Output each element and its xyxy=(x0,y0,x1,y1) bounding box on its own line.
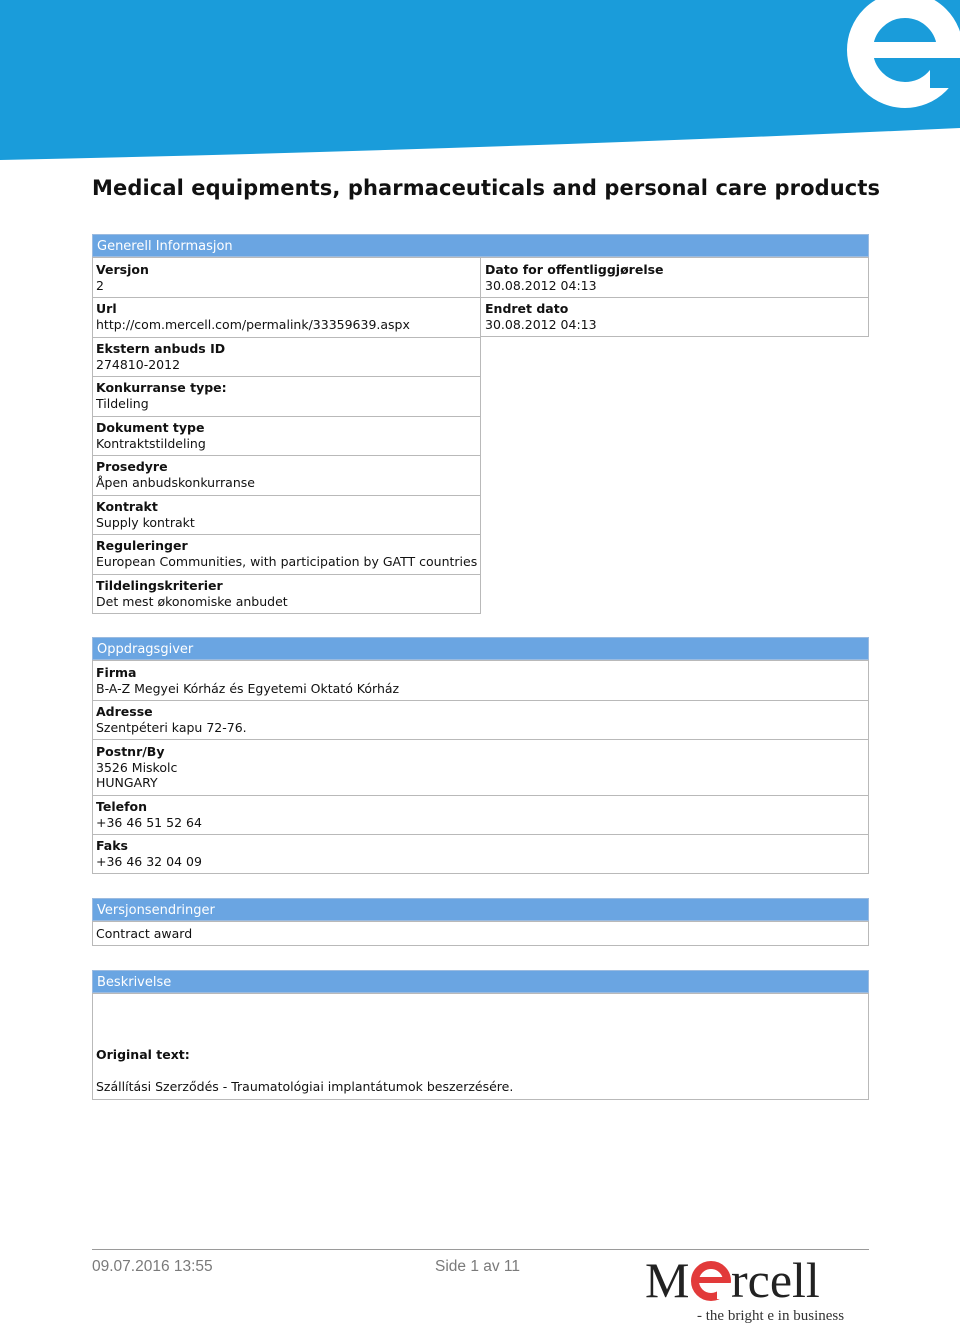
footer-datetime: 09.07.2016 13:55 xyxy=(92,1258,213,1275)
field-label: Tildelingskriterier xyxy=(96,578,223,593)
field-publication-date xyxy=(481,262,664,293)
field-url xyxy=(92,301,410,332)
field-value: +36 46 32 04 09 xyxy=(96,853,202,869)
field-value: Kontraktstildeling xyxy=(96,435,206,451)
section-header-client: Oppdragsgiver xyxy=(92,637,869,660)
field-label: Telefon xyxy=(96,799,148,814)
field-value: 2 xyxy=(96,277,104,293)
field-value: B-A-Z Megyei Kórház és Egyetemi Oktató Kórház xyxy=(96,680,400,696)
field-value: 3526 Miskolc xyxy=(96,759,178,775)
changes-panel xyxy=(92,921,869,946)
field-label: Firma xyxy=(96,665,137,680)
field-value: +36 46 51 52 64 xyxy=(96,814,202,830)
field-value: Det mest økonomiske anbudet xyxy=(96,593,288,609)
section-header-changes: Versjonsendringer xyxy=(92,898,869,921)
field-label: Prosedyre xyxy=(96,459,168,474)
field-label: Endret dato xyxy=(485,301,569,316)
divider xyxy=(92,416,481,417)
field-fax xyxy=(92,838,202,869)
url-link[interactable]: http://com.mercell.com/permalink/33359639.aspx xyxy=(96,316,410,332)
divider xyxy=(92,297,869,298)
section-header-general: Generell Informasjon xyxy=(92,234,869,257)
divider xyxy=(92,534,481,535)
field-award-criteria xyxy=(92,578,288,609)
page-title: Medical equipments, pharmaceuticals and personal care products xyxy=(92,176,881,200)
field-version-change xyxy=(92,926,192,942)
field-value: 30.08.2012 04:13 xyxy=(485,277,597,293)
divider xyxy=(92,834,869,835)
field-company xyxy=(92,665,399,696)
field-value: Åpen anbudskonkurranse xyxy=(96,474,255,490)
field-procedure xyxy=(92,459,255,490)
field-label: Original text: xyxy=(96,1047,190,1062)
field-value-country: HUNGARY xyxy=(96,775,158,790)
divider xyxy=(92,574,481,575)
field-value: Szállítási Szerződés - Traumatológiai implantátumok beszerzésére. xyxy=(96,1079,514,1094)
field-value: Contract award xyxy=(96,926,193,941)
field-label: Postnr/By xyxy=(96,744,165,759)
field-label: Url xyxy=(96,301,117,316)
field-value: 274810-2012 xyxy=(96,356,181,372)
field-version xyxy=(92,262,149,293)
field-value: Tildeling xyxy=(96,395,149,411)
field-document-type xyxy=(92,420,206,451)
red-e-icon xyxy=(693,1265,731,1299)
field-address xyxy=(92,704,247,735)
field-label: Reguleringer xyxy=(96,538,188,553)
divider xyxy=(92,795,869,796)
field-competition-type xyxy=(92,380,227,411)
footer-divider xyxy=(92,1249,869,1250)
divider xyxy=(92,495,481,496)
original-text-label xyxy=(92,1047,190,1063)
field-label: Adresse xyxy=(96,704,153,719)
field-value: 30.08.2012 04:13 xyxy=(485,316,597,332)
field-phone xyxy=(92,799,202,830)
field-external-id xyxy=(92,341,225,372)
field-value: Supply kontrakt xyxy=(96,514,195,530)
divider xyxy=(92,739,869,740)
divider xyxy=(92,455,481,456)
field-modified-date xyxy=(481,301,597,332)
field-label: Ekstern anbuds ID xyxy=(96,341,226,356)
header-banner xyxy=(0,0,960,165)
svg-text:rcell: rcell xyxy=(731,1255,820,1305)
description-text xyxy=(92,1079,513,1095)
field-label: Faks xyxy=(96,838,128,853)
svg-text:M: M xyxy=(645,1255,690,1305)
field-label: Dato for offentliggjørelse xyxy=(485,262,664,277)
field-label: Dokument type xyxy=(96,420,205,435)
logo-tagline: - the bright e in business xyxy=(697,1308,845,1324)
field-value: European Communities, with participation by GATT countries xyxy=(96,553,478,569)
field-postcode-city xyxy=(92,744,177,791)
field-label: Konkurranse type: xyxy=(96,380,227,395)
field-regulations xyxy=(92,538,477,569)
footer-page-number: Side 1 av 11 xyxy=(435,1258,521,1275)
divider xyxy=(92,700,869,701)
divider xyxy=(92,376,481,377)
section-header-description: Beskrivelse xyxy=(92,970,869,993)
field-contract xyxy=(92,499,195,530)
field-value: Szentpéteri kapu 72-76. xyxy=(96,719,247,735)
field-label: Versjon xyxy=(96,262,149,277)
divider xyxy=(92,337,481,338)
field-label: Kontrakt xyxy=(96,499,158,514)
mercell-logo-mark xyxy=(645,1255,845,1305)
